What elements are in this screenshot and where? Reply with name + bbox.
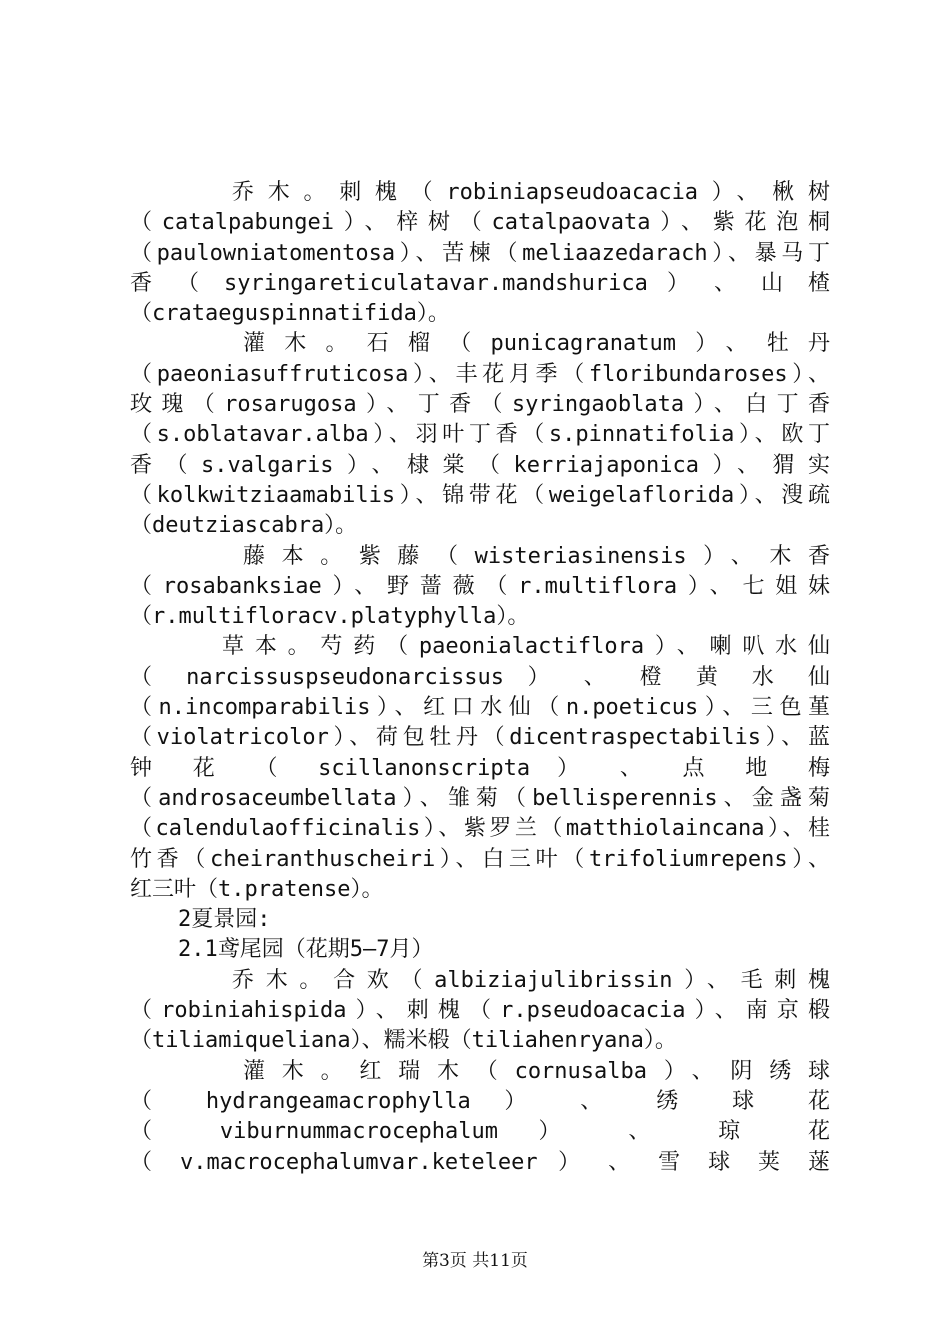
text-line: 乔木。刺槐（robiniapseudoacacia）、楸树	[232, 180, 830, 205]
text-line: （ hydrangeamacrophylla ） 、 绣 球 花	[130, 1088, 830, 1114]
text-line: （tiliamiqueliana）、糯米椴（tiliahenryana）。	[130, 1028, 677, 1054]
text-line: （catalpabungei）、梓树（catalpaovata）、紫花泡桐	[130, 210, 830, 236]
text-line: （s.oblatavar.alba）、羽叶丁香（s.pinnatifolia）、欧丁	[130, 422, 830, 448]
text-line: 灌木。红瑞木（cornusalba）、阴绣球	[243, 1058, 830, 1084]
body-text	[130, 178, 830, 1178]
text-line: （ viburnummacrocephalum ） 、 琼 花	[130, 1119, 830, 1145]
text-line: 红三叶（t.pratense）。	[130, 876, 384, 902]
text-line: （calendulaofficinalis）、紫罗兰（matthiolaincana）、桂	[130, 816, 830, 842]
text-line: （rosabanksiae）、野蔷薇（r.multiflora）、七姐妹	[130, 573, 830, 599]
text-line: （ v.macrocephalumvar.keteleer ） 、 雪 球 荚 蒾	[130, 1149, 830, 1175]
text-line: （kolkwitziaamabilis）、锦带花（weigelaflorida）、溲疏	[130, 482, 830, 508]
text-line: （r.multifloracv.platyphylla）。	[130, 604, 530, 630]
text-line: （ narcissuspseudonarcissus ） 、 橙 黄 水 仙	[130, 664, 830, 690]
text-line: （robiniahispida）、刺槐（r.pseudoacacia）、南京椴	[130, 998, 830, 1024]
text-line: 草本。芍药（paeonialactiflora）、喇叭水仙	[222, 634, 830, 660]
text-line: 玫瑰（rosarugosa）、丁香（syringaoblata）、白丁香	[130, 392, 830, 418]
subsection-heading: 2.1鸢尾园（花期5—7月）	[178, 937, 434, 963]
text-line: （paulowniatomentosa）、苦楝（meliaazedarach）、暴马丁	[130, 240, 830, 266]
text-line: （deutziascabra）。	[130, 513, 358, 539]
text-line: 乔木。合欢（albiziajulibrissin）、毛刺槐	[232, 967, 830, 993]
text-line: （paeoniasuffruticosa）、丰花月季（floribundaroses）、	[130, 361, 830, 387]
text-line: 藤本。紫藤（wisteriasinensis）、木香	[243, 543, 830, 569]
text-line: （androsaceumbellata）、雏菊（bellisperennis、金盏菊	[130, 785, 830, 811]
text-line: （crataeguspinnatifida）。	[130, 301, 450, 327]
text-line: （n.incomparabilis）、红口水仙（n.poeticus）、三色堇	[130, 695, 830, 721]
text-line: 香 （ syringareticulatavar.mandshurica ） 、 山 楂	[130, 270, 830, 296]
page-footer: 第3页 共11页	[422, 1251, 528, 1271]
text-line: 竹香（cheiranthuscheiri）、白三叶（trifoliumrepens）、	[130, 846, 830, 872]
text-line: 钟 花 （ scillanonscripta ） 、 点 地 梅	[130, 755, 830, 781]
text-line: 灌木。石榴（punicagranatum）、牡丹	[243, 331, 830, 357]
text-line: （violatricolor）、荷包牡丹（dicentraspectabilis）、蓝	[130, 725, 830, 751]
text-line: 香（s.valgaris）、棣棠（kerriajaponica）、猬实	[130, 452, 830, 478]
section-heading: 2夏景园:	[178, 907, 271, 933]
